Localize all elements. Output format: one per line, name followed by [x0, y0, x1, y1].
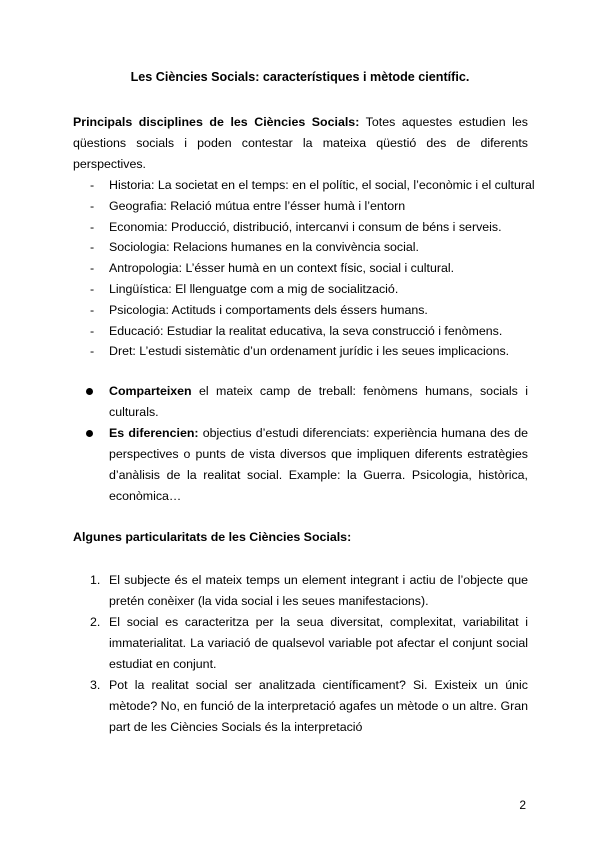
- list-item: [73, 217, 533, 238]
- page-number: 2: [519, 798, 526, 812]
- list-item: [73, 321, 533, 342]
- list-item: [73, 258, 533, 279]
- list-item: [73, 300, 533, 321]
- bullet-text: objectius d’estudi diferenciats: experiència humana des de perspectives o punts de vista diversos que impliquen diferents estratègies d’anàlisis de la realitat social. Example: la Guerra. Psicologia, històrica, econòmica…: [109, 426, 528, 503]
- discipline-text: Psicologia: Actituds i comportaments dels éssers humans.: [109, 302, 428, 317]
- item-number: 3.: [90, 678, 101, 692]
- item-text: El social es caracteritza per la seua diversitat, complexitat, variabilitat i immaterialitat. La variació de qualsevol variable pot afectar el conjunt social estudiat en conjunt.: [109, 615, 528, 671]
- bullet-label: Es diferencien:: [109, 426, 199, 440]
- dash-marker: -: [90, 240, 95, 255]
- discipline-text: Historia: La societat en el temps: en el polític, el social, l’econòmic i el cultural: [109, 178, 535, 192]
- intro-paragraph: [73, 112, 528, 175]
- list-item: [73, 381, 528, 423]
- discipline-text: Antropologia: L’ésser humà en un context físic, social i cultural.: [109, 261, 455, 276]
- discipline-text: Geografia: Relació mútua entre l’ésser humà i l’entorn: [109, 198, 406, 213]
- section-heading: Algunes particularitats de les Ciències Socials:: [73, 530, 352, 544]
- discipline-text: Sociologia: Relacions humanes en la convivència social.: [109, 240, 419, 255]
- item-number: 1.: [90, 573, 101, 587]
- dash-marker: -: [90, 198, 95, 213]
- bullet-text: el mateix camp de treball: fenòmens humans, socials i culturals.: [109, 384, 528, 419]
- bullet-dot-icon: [86, 388, 93, 395]
- disciplines-list: [73, 175, 533, 362]
- list-item: [73, 341, 533, 362]
- item-text: El subjecte és el mateix temps un element integrant i actiu de l’objecte que pretén conèixer (la vida social i les seues manifestacions).: [109, 573, 528, 608]
- discipline-text: Educació: Estudiar la realitat educativa, la seva construcció i fenòmens.: [109, 323, 503, 338]
- discipline-text: Dret: L’estudi sistemàtic d’un ordenament jurídic i les seues implicacions.: [109, 344, 510, 359]
- list-item: [73, 570, 528, 612]
- list-item: [73, 175, 533, 196]
- list-item: [73, 612, 528, 675]
- dash-marker: -: [90, 178, 95, 192]
- dash-marker: -: [90, 344, 95, 359]
- list-item: [73, 675, 528, 738]
- page-title: Les Ciències Socials: característiques i mètode científic.: [130, 70, 470, 84]
- dash-marker: -: [90, 302, 95, 317]
- dash-marker: -: [90, 281, 95, 296]
- list-item: [73, 237, 533, 258]
- dash-marker: -: [90, 323, 95, 338]
- item-text: Pot la realitat social ser analitzada científicament? Si. Existeix un únic mètode? No, en funció de la interpretació agafes un mètode o un altre. Gran part de les Ciències Socials és la interpretació: [109, 678, 528, 734]
- list-item: [73, 279, 533, 300]
- item-number: 2.: [90, 615, 101, 629]
- intro-text: Totes aquestes estudien les qüestions socials i poden contestar la mateixa qüestió des de diferents perspectives.: [73, 115, 528, 171]
- intro-heading: Principals disciplines de les Ciències Socials:: [73, 115, 360, 129]
- dash-marker: -: [90, 261, 95, 276]
- comparison-bullets: [73, 381, 528, 507]
- list-item: [73, 196, 533, 217]
- discipline-text: Economia: Producció, distribució, intercanvi i consum de béns i serveis.: [109, 219, 502, 234]
- particularities-list: [73, 570, 528, 738]
- bullet-label: Comparteixen: [109, 384, 192, 398]
- list-item: [73, 423, 528, 507]
- bullet-dot-icon: [86, 430, 93, 437]
- dash-marker: -: [90, 219, 95, 234]
- discipline-text: Lingüística: El llenguatge com a mig de socialització.: [109, 281, 399, 296]
